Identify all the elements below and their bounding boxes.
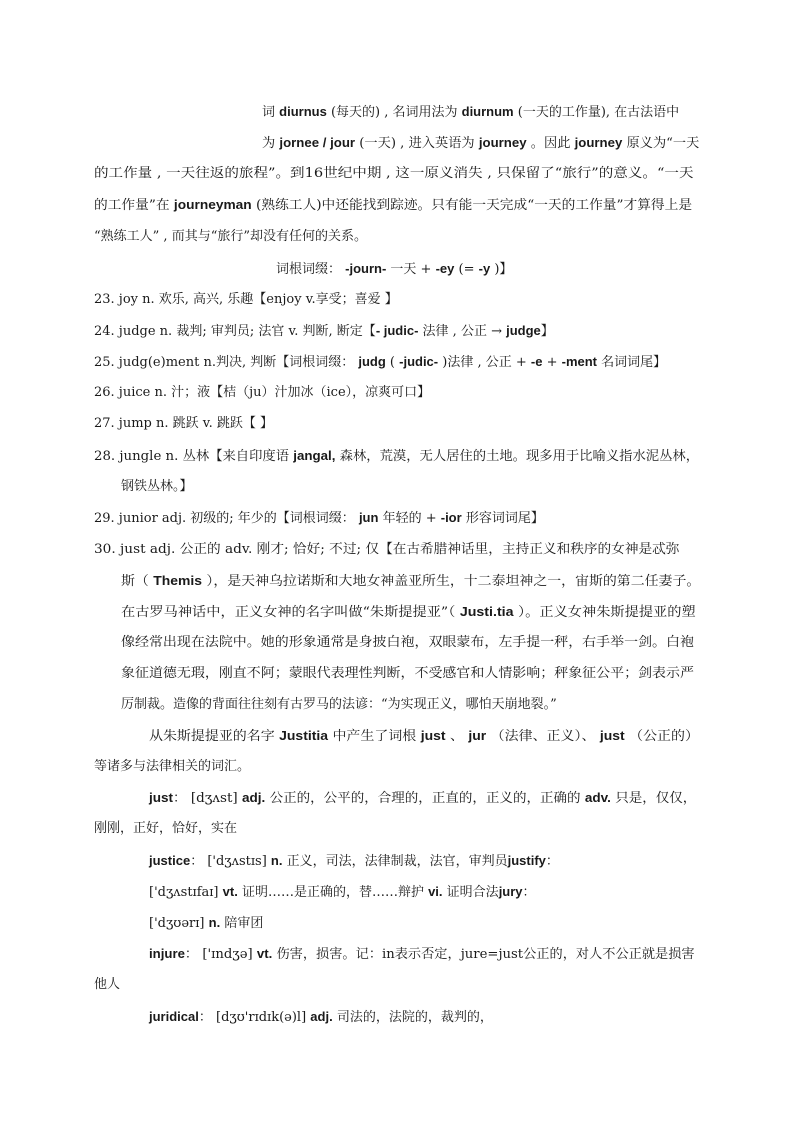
text-run: 等诸多与法律相关的词汇。: [94, 759, 251, 774]
text-run: 法律 , 公正 →: [418, 324, 507, 339]
text-line-9: [94, 353, 666, 372]
text-line-22: [94, 758, 250, 776]
text-run: 形容词词尾】: [461, 511, 544, 526]
bold-term: just: [420, 728, 446, 743]
bold-term: -ment: [561, 354, 598, 369]
text-line-7: [94, 291, 398, 309]
bold-term: jornee / jour: [279, 135, 356, 150]
bold-term: -journ-: [345, 261, 387, 276]
text-run: 28. jungle n. 丛林【来自印度语: [94, 449, 294, 464]
bold-term: vt.: [222, 884, 238, 899]
text-line-1: [262, 103, 679, 122]
text-run: 。因此: [526, 136, 575, 151]
bold-term: n.: [270, 853, 283, 868]
text-run: 的工作量 , 一天往返的旅程”。到16世纪中期 , 这一原义消失 , 只保留了“旅行”的意义。“一天: [94, 166, 694, 181]
text-run: 为: [262, 136, 280, 151]
text-line-8: [94, 322, 554, 341]
text-run: ： ['dʒʌstɪs]: [190, 854, 271, 869]
text-run: 正义，司法，法律制裁，法官，审判员: [282, 854, 508, 869]
text-run: 词根词缀：: [276, 262, 346, 277]
text-run: 原义为“一天: [622, 136, 700, 151]
text-run: ）。正义女神朱斯提提亚的塑: [513, 605, 696, 620]
text-run: 23. joy n. 欢乐, 高兴, 乐趣【enjoy v.享受；喜爱 】: [94, 292, 398, 307]
bold-term: -y: [478, 261, 491, 276]
text-line-3: [94, 165, 694, 183]
text-run: ：: [545, 854, 559, 869]
text-run: 名词词尾】: [597, 355, 667, 370]
bold-term: -e: [530, 354, 543, 369]
text-line-27: [149, 914, 263, 933]
text-run: “熟练工人” , 而其与“旅行”却没有任何的关系。: [94, 229, 367, 244]
text-run: 像经常出现在法院中。她的形象通常是身披白袍，双眼蒙布，左手提一秤，右手举一剑。白袍: [121, 635, 694, 650]
text-line-12: [94, 447, 699, 466]
bold-term: - judic-: [375, 323, 419, 338]
text-line-21: [149, 727, 699, 746]
bold-term: juridical: [149, 1009, 199, 1024]
text-line-10: [94, 384, 430, 402]
text-run: 从朱斯提提亚的名字: [149, 729, 280, 744]
text-line-15: [94, 541, 679, 559]
bold-term: diurnus: [279, 104, 327, 119]
text-run: +: [542, 355, 562, 370]
text-run: 30. just adj. 公正的 adv. 刚才; 恰好; 不过; 仅【在古希腊神话里，主持正义和秩序的女神是忒弥: [94, 542, 680, 557]
text-run: (: [385, 355, 400, 370]
text-run: (=: [454, 262, 479, 277]
text-run: 】: [540, 324, 554, 339]
text-run: 中产生了词根: [328, 729, 421, 744]
bold-term: -ior: [440, 510, 462, 525]
bold-term: journey: [478, 135, 527, 150]
text-run: 陪审团: [220, 916, 264, 931]
bold-term: Justitia: [279, 728, 329, 743]
bold-term: vi.: [428, 884, 443, 899]
text-run: 在古罗马神话中，正义女神的名字叫做“朱斯提提亚”（: [121, 605, 460, 620]
bold-term: jangal,: [293, 448, 336, 463]
bold-term: -ey: [435, 261, 455, 276]
text-line-14: [94, 509, 544, 528]
bold-term: judge: [506, 323, 541, 338]
text-run: (每天的) , 名词用法为: [326, 105, 462, 120]
text-run: 一天 +: [386, 262, 436, 277]
bold-term: injure: [149, 946, 185, 961]
text-run: （法律、正义）、: [486, 729, 600, 744]
text-run: )】: [490, 262, 513, 277]
text-run: 证明合法: [442, 885, 499, 900]
text-line-6: [276, 260, 512, 279]
text-line-25: [149, 852, 559, 871]
bold-term: just: [599, 728, 625, 743]
text-run: (一天的工作量), 在古法语中: [513, 105, 680, 120]
text-line-18: [121, 634, 694, 652]
text-run: 伤害，损害。记：in表示否定，jure=just公正的，对人不公正就是损害: [272, 947, 695, 962]
bold-term: justify: [507, 853, 546, 868]
bold-term: Themis: [153, 573, 202, 588]
text-run: )法律 , 公正 +: [438, 355, 531, 370]
bold-term: justice: [149, 853, 191, 868]
text-run: ：: [522, 885, 536, 900]
text-run: 25. judg(e)ment n.判决, 判断【词根词缀：: [94, 355, 359, 370]
bold-term: jur: [468, 728, 487, 743]
bold-term: n.: [208, 915, 221, 930]
text-line-24: [94, 820, 237, 838]
bold-term: jun: [358, 510, 379, 525]
text-line-29: [94, 976, 120, 994]
text-run: (熟练工人)中还能找到踪迹。只有能一天完成“一天的工作量”才算得上是: [251, 198, 693, 213]
text-run: ），是天神乌拉诺斯和大地女神盖亚所生，十二泰坦神之一，宙斯的第二任妻子。: [201, 574, 701, 589]
bold-term: -judic-: [399, 354, 439, 369]
text-line-17: [121, 603, 696, 622]
text-run: ： [dʒʌst]: [173, 791, 243, 806]
text-run: 29. junior adj. 初级的; 年少的【词根词缀：: [94, 511, 359, 526]
text-run: 钢铁丛林。】: [121, 479, 193, 494]
text-run: 厉制裁。造像的背面往往刻有古罗马的法谚：“为实现正义，哪怕天崩地裂。”: [121, 697, 557, 712]
bold-term: journeyman: [173, 197, 252, 212]
text-run: 森林，荒漠，无人居住的土地。现多用于比喻义指水泥丛林，: [335, 449, 700, 464]
text-line-19: [121, 665, 694, 683]
bold-term: just: [149, 790, 174, 805]
text-line-16: [121, 572, 700, 591]
text-run: 的工作量”在: [94, 198, 174, 213]
text-line-23: [149, 789, 696, 808]
text-run: ['dʒʊərɪ]: [149, 916, 209, 931]
text-run: 斯（: [121, 574, 154, 589]
bold-term: journey: [574, 135, 623, 150]
bold-term: judg: [358, 354, 386, 369]
bold-term: diurnum: [461, 104, 514, 119]
text-run: 24. judge n. 裁判; 审判员; 法官 v. 判断, 断定【: [94, 324, 376, 339]
text-run: 词: [262, 105, 280, 120]
text-run: 26. juice n. 汁；液【桔（ju）汁加冰（ice），凉爽可口】: [94, 385, 431, 400]
text-run: 只是，仅仅，: [610, 791, 697, 806]
text-run: (一天) , 进入英语为: [355, 136, 479, 151]
text-line-5: [94, 228, 367, 246]
text-run: （公正的）: [624, 729, 699, 744]
bold-term: jury: [498, 884, 523, 899]
text-line-30: [149, 1008, 493, 1027]
bold-term: adv.: [584, 790, 611, 805]
text-run: 、: [445, 729, 469, 744]
text-run: 证明……是正确的，替……辩护: [237, 885, 429, 900]
text-run: 他人: [94, 977, 121, 992]
text-run: ： ['ɪndʒə]: [184, 947, 257, 962]
text-line-26: [149, 883, 536, 902]
text-line-2: [262, 134, 699, 153]
text-line-11: [94, 415, 273, 433]
text-run: 年轻的 +: [378, 511, 441, 526]
text-run: 象征道德无瑕，刚直不阿；蒙眼代表理性判断，不受感官和人情影响；秤象征公平；剑表示严: [121, 666, 694, 681]
text-run: 27. jump n. 跳跃 v. 跳跃【 】: [94, 416, 273, 431]
bold-term: vt.: [256, 946, 273, 961]
text-line-4: [94, 196, 692, 215]
text-run: ： [dʒʊ'rɪdɪk(ə)l]: [198, 1010, 311, 1025]
text-line-28: [149, 945, 695, 964]
text-run: 公正的，公平的，合理的，正直的，正义的，正确的: [265, 791, 585, 806]
bold-term: adj.: [310, 1009, 333, 1024]
text-line-13: [121, 478, 193, 496]
bold-term: adj.: [242, 790, 266, 805]
text-line-20: [121, 696, 557, 714]
bold-term: Justi.tia: [459, 604, 514, 619]
text-run: 司法的，法院的，裁判的，: [332, 1010, 493, 1025]
text-run: 刚刚，正好，恰好，实在: [94, 821, 238, 836]
text-run: ['dʒʌstɪfaɪ]: [149, 885, 223, 900]
